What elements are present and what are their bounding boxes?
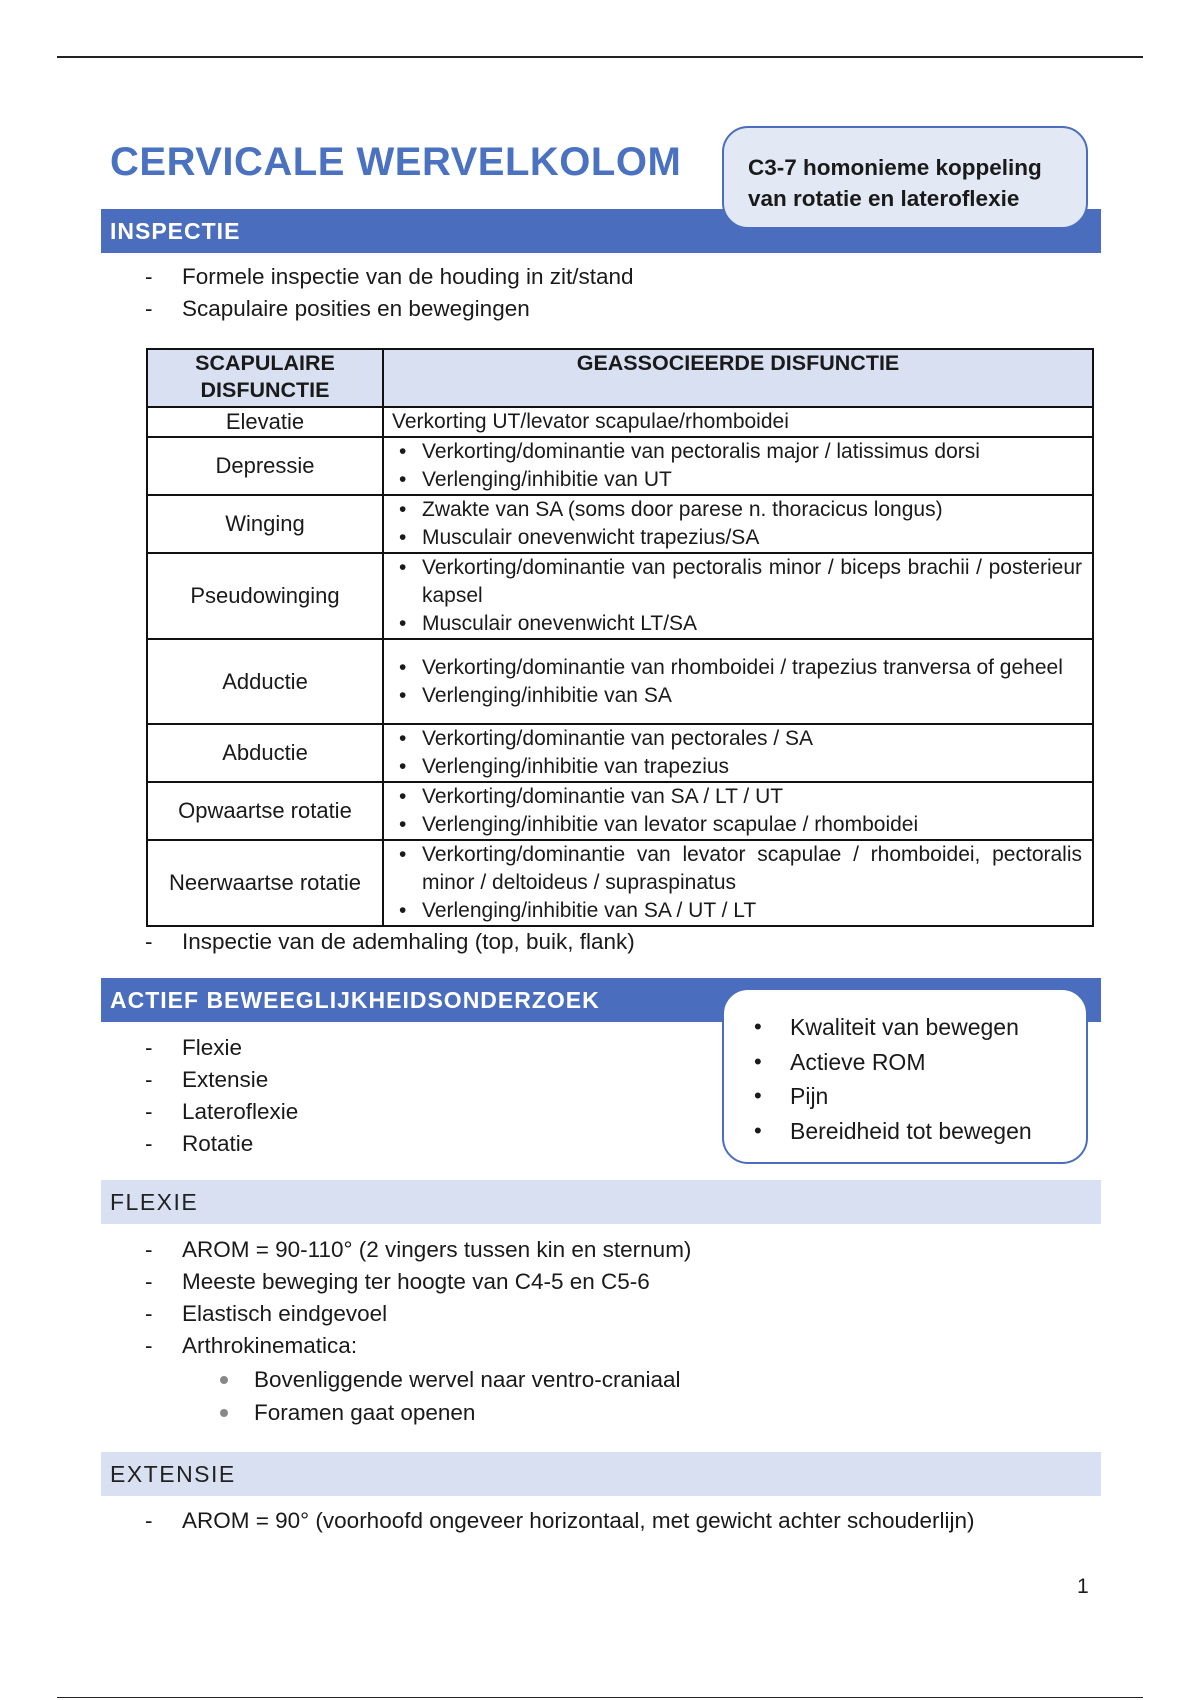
extensie-list [145,1505,975,1537]
list-item: - Elastisch eindgevoel [145,1298,691,1330]
actief-list [145,1032,298,1160]
sub-list-item: Bovenliggende wervel naar ventro-craniaal [218,1363,681,1396]
page-number: 1 [1077,1575,1089,1598]
table-row [147,639,1093,724]
list-item: - Flexie [145,1032,298,1064]
table-row [147,553,1093,639]
assessment-criteria-callout [722,988,1088,1164]
top-rule [57,56,1143,58]
table-cell-category: Pseudowinging [147,553,383,639]
scapular-dysfunction-table [146,348,1094,927]
coupling-callout-text: C3-7 homonieme koppeling van rotatie en lateroflexie [748,155,1042,211]
table-cell-description [383,437,1093,495]
description-bullet: • Verkorting/dominantie van SA / LT / UT [392,783,1082,811]
description-bullet: • Verlenging/inhibitie van levator scapulae / rhomboidei [392,811,1082,839]
criteria-item: • Actieve ROM [754,1045,1032,1080]
description-bullet: • Verlenging/inhibitie van trapezius [392,753,1082,781]
table-cell-description [383,495,1093,553]
table-cell-description [383,639,1093,724]
criteria-item: • Pijn [754,1079,1032,1114]
list-item: - AROM = 90° (voorhoofd ongeveer horizontaal, met gewicht achter schouderlijn) [145,1505,975,1537]
section-heading-extensie: EXTENSIE [101,1452,1101,1496]
description-bullet: • Verlenging/inhibitie van SA / UT / LT [392,897,1082,925]
table-cell-category: Neerwaartse rotatie [147,840,383,926]
table-cell-description [383,407,1093,437]
description-bullet: • Musculair onevenwicht trapezius/SA [392,524,1082,552]
section-heading-flexie: FLEXIE [101,1180,1101,1224]
column-header-scapulaire: SCAPULAIRE DISFUNCTIE [147,349,383,407]
table-cell-category: Adductie [147,639,383,724]
description-bullet: • Verlenging/inhibitie van UT [392,466,1082,494]
table-cell-category: Winging [147,495,383,553]
description-bullet: • Musculair onevenwicht LT/SA [392,610,1082,638]
flexie-sub-list [218,1363,681,1429]
list-item: - Scapulaire posities en bewegingen [145,293,634,325]
inspectie-after-list [145,926,635,958]
list-item: - Extensie [145,1064,298,1096]
criteria-item: • Kwaliteit van bewegen [754,1010,1032,1045]
table-row [147,495,1093,553]
column-header-geassocieerde: GEASSOCIEERDE DISFUNCTIE [383,349,1093,407]
table-row [147,840,1093,926]
description-bullet: • Verkorting/dominantie van pectorales / SA [392,725,1082,753]
description-bullet: • Verkorting/dominantie van levator scapulae / rhomboidei, pectoralis minor / deltoideus / supraspinatus [392,841,1082,897]
table-row [147,407,1093,437]
list-item: - Rotatie [145,1128,298,1160]
table-cell-description [383,724,1093,782]
table-cell-category: Opwaartse rotatie [147,782,383,840]
list-item: - Meeste beweging ter hoogte van C4-5 en C5-6 [145,1266,691,1298]
sub-list-item: Foramen gaat openen [218,1396,681,1429]
list-item: - Lateroflexie [145,1096,298,1128]
criteria-list [754,1010,1032,1148]
list-item: - Arthrokinematica: [145,1330,691,1362]
table-cell-category: Abductie [147,724,383,782]
page-title: CERVICALE WERVELKOLOM [110,140,682,184]
table-row [147,724,1093,782]
table-cell-description [383,553,1093,639]
description-bullet: • Zwakte van SA (soms door parese n. thoracicus longus) [392,496,1082,524]
description-bullet: • Verkorting/dominantie van pectoralis major / latissimus dorsi [392,438,1082,466]
table-cell-category: Depressie [147,437,383,495]
description-text: Verkorting UT/levator scapulae/rhomboidei [392,410,789,433]
table-row [147,782,1093,840]
section-heading-inspectie: INSPECTIE [101,209,1101,253]
flexie-list [145,1234,691,1362]
coupling-callout [722,126,1088,229]
criteria-item: • Bereidheid tot bewegen [754,1114,1032,1149]
list-item: - AROM = 90-110° (2 vingers tussen kin en sternum) [145,1234,691,1266]
table-cell-description [383,840,1093,926]
list-item: - Formele inspectie van de houding in zit/stand [145,261,634,293]
description-bullet: • Verkorting/dominantie van pectoralis minor / biceps brachii / posterieur kapsel [392,554,1082,610]
table-cell-category: Elevatie [147,407,383,437]
description-bullet: • Verkorting/dominantie van rhomboidei / trapezius tranversa of geheel [392,654,1082,682]
section-heading-actief: ACTIEF BEWEEGLIJKHEIDSONDERZOEK [101,978,1101,1022]
inspectie-list [145,261,634,325]
table-header-row [147,349,1093,407]
bottom-rule [57,1697,1143,1698]
list-item: - Inspectie van de ademhaling (top, buik, flank) [145,926,635,958]
table-row [147,437,1093,495]
description-bullet: • Verlenging/inhibitie van SA [392,682,1082,710]
table-cell-description [383,782,1093,840]
